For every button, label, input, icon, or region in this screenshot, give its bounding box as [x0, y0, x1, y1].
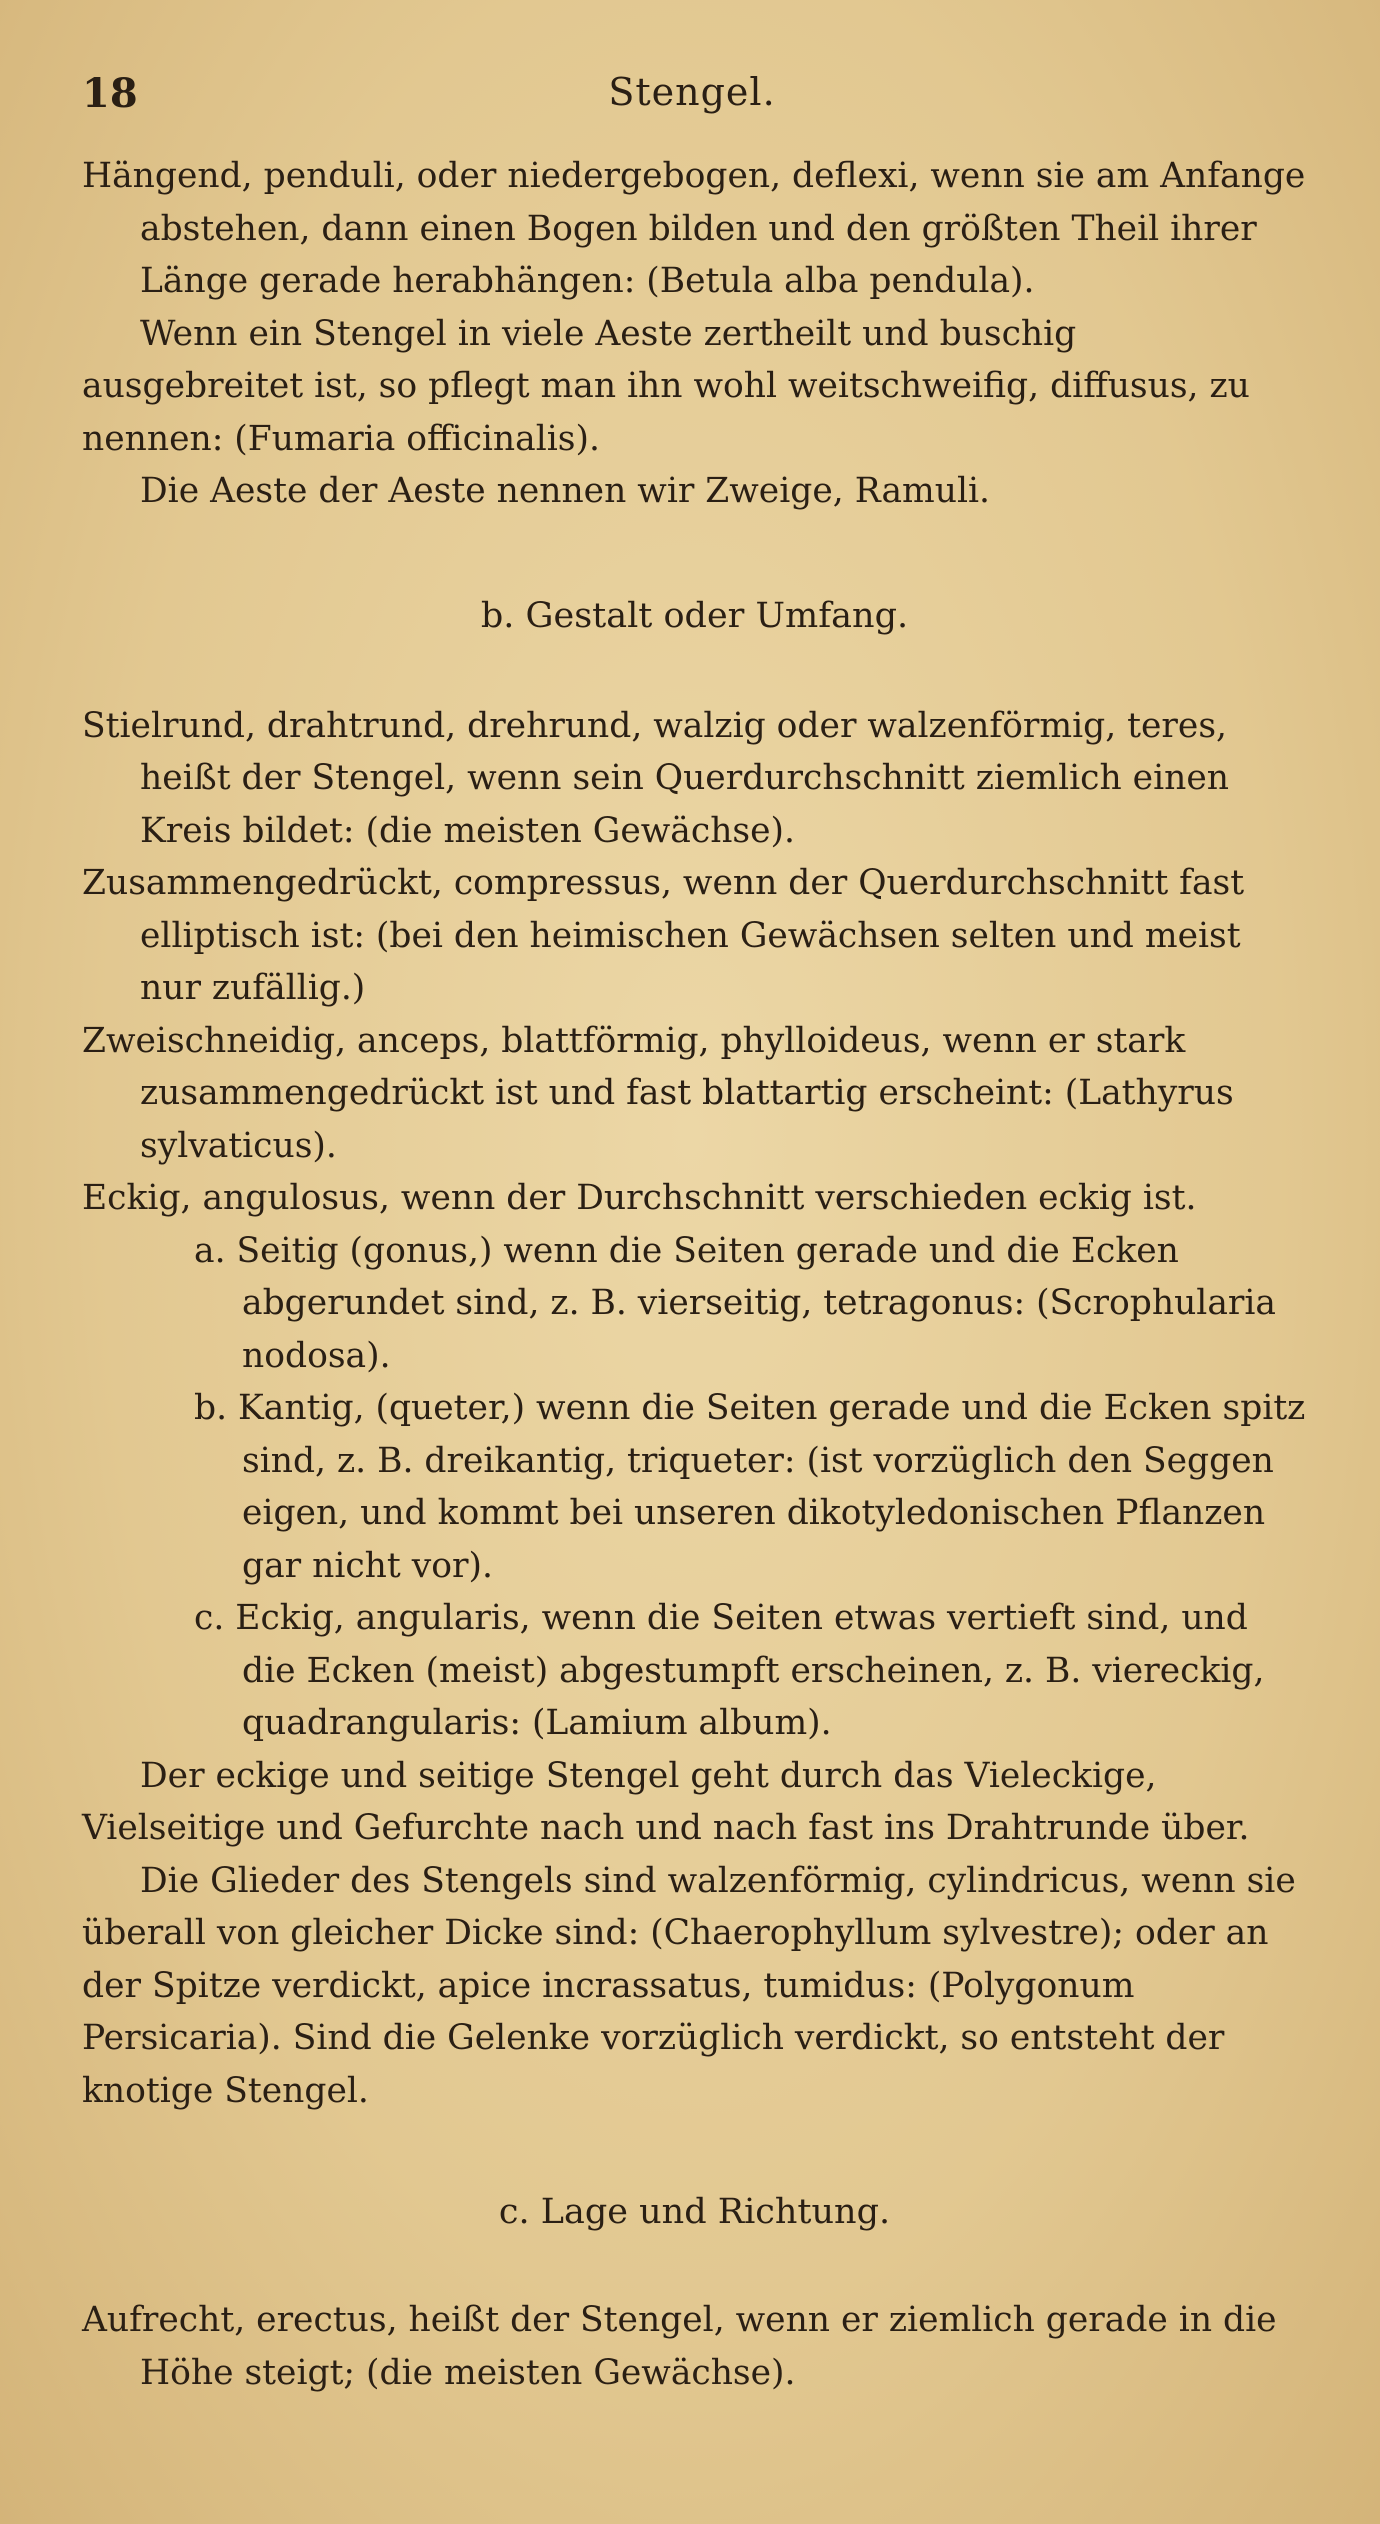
paragraph-eckig: Eckig, angulosus, wenn der Durchschnitt verschieden eckig ist.	[82, 1178, 1197, 1218]
paragraph-glieder: Die Glieder des Stengels sind walzenförmig, cylindricus, wenn sie überall von gleicher Dicke sind: (Chaerophyllum sylvestre); oder an der Spitze verdickt, apice incrassatus, tumidus: (Polygonum Persicaria). Sind die Gelenke vorzüglich verdickt, so entsteht der knotige Stengel.	[82, 1860, 1296, 2111]
section-heading-c: c. Lage und Richtung.	[498, 2192, 891, 2232]
paragraph-zweischneidig: Zweischneidig, anceps, blattförmig, phylloideus, wenn er stark zusammengedrückt ist und fast blattartig erscheint: (Lathyrus sylvaticus).	[82, 1020, 1234, 1166]
page-body	[82, 150, 1307, 2399]
paragraph-aufrecht: Aufrecht, erectus, heißt der Stengel, wenn er ziemlich gerade in die Höhe steigt; (die meisten Gewächse).	[82, 2300, 1277, 2393]
page-header	[82, 70, 1302, 130]
paragraph-zusammengedrueckt: Zusammengedrückt, compressus, wenn der Querdurchschnitt fast elliptisch ist: (bei den heimischen Gewächsen selten und meist nur zufällig.)	[82, 863, 1245, 1008]
running-head: Stengel.	[608, 70, 776, 114]
page-number: 18	[82, 70, 138, 117]
list-item-eckig: c. Eckig, angularis, wenn die Seiten etwas vertieft sind, und die Ecken (meist) abgestumpft erscheinen, z. B. viereckig, quadrangularis: (Lamium album).	[194, 1598, 1265, 1743]
paragraph-haengend: Hängend, penduli, oder niedergebogen, deflexi, wenn sie am Anfange abstehen, dann einen Bogen bilden und den größten Theil ihrer Länge gerade herabhängen: (Betula alba pendula).	[82, 156, 1306, 301]
paragraph-zweige: Die Aeste der Aeste nennen wir Zweige, Ramuli.	[140, 471, 991, 511]
paragraph-stielrund: Stielrund, drahtrund, drehrund, walzig oder walzenförmig, teres, heißt der Stengel, wenn sein Querdurchschnitt ziemlich einen Kreis bildet: (die meisten Gewächse).	[82, 705, 1229, 851]
paragraph-vieleckig: Der eckige und seitige Stengel geht durch das Vieleckige, Vielseitige und Gefurchte nach und nach fast ins Drahtrunde über.	[82, 1755, 1250, 1848]
list-item-kantig: b. Kantig, (queter,) wenn die Seiten gerade und die Ecken spitz sind, z. B. dreikantig, triqueter: (ist vorzüglich den Seggen eigen, und kommt bei unseren dikotyledonischen Pflanzen gar nicht vor).	[194, 1388, 1306, 1586]
paragraph-weitschweifig: Wenn ein Stengel in viele Aeste zertheilt und buschig ausgebreitet ist, so pflegt man ihn wohl weitschweifig, diffusus, zu nennen: (Fumaria officinalis).	[82, 313, 1250, 459]
list-item-seitig: a. Seitig (gonus,) wenn die Seiten gerade und die Ecken abgerundet sind, z. B. vierseitig, tetragonus: (Scrophularia nodosa).	[194, 1230, 1276, 1376]
section-heading-b: b. Gestalt oder Umfang.	[480, 595, 909, 636]
